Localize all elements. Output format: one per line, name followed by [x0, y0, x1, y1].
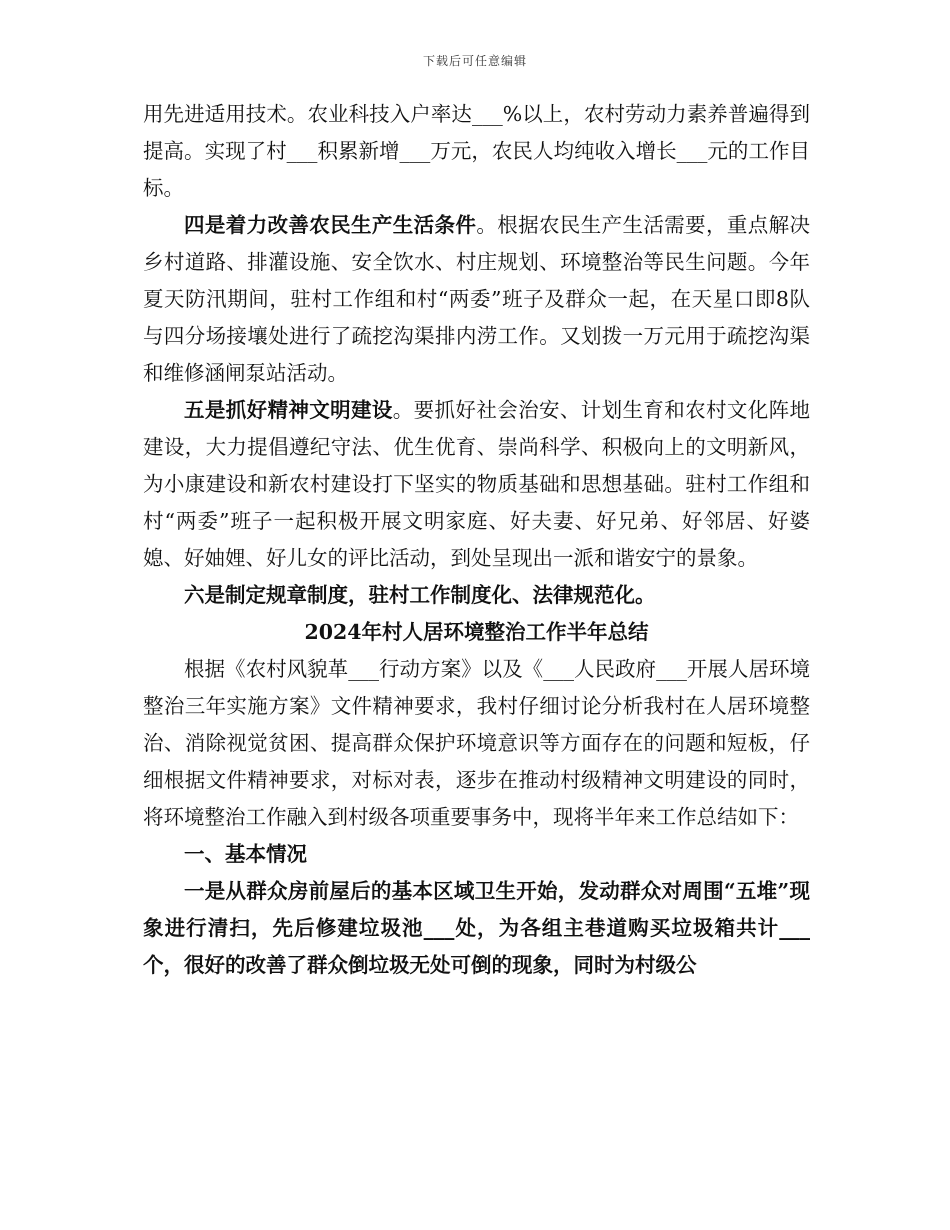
section-title: 2024年村人居环境整治工作半年总结 [304, 620, 649, 644]
page-header: 下载后可任意编辑 [422, 54, 527, 68]
paragraph-5: 根据《农村风貌革___行动方案》以及《___人民政府___开展人居环境整治三年实施方案》文件精神要求，我村仔细讨论分析我村在人居环境整治、消除视觉贫困、提高群众保护环境意识等方面存在的问题和短板，仔细根据文件精神要求，对标对表，逐步在推动村级精神文明建设的同时，将环境整治工作融入到村级各项重要事务中，现将半年来工作总结如下： [143, 657, 810, 829]
section-heading-basic: 一、基本情况 [184, 842, 307, 866]
paragraph-7: 一是从群众房前屋后的基本区域卫生开始，发动群众对周围“五堆”现象进行清扫，先后修建垃圾池___处，为各组主巷道购买垃圾箱共计___个，很好的改善了群众倒垃圾无处可倒的现象，同时为村级公 [143, 879, 810, 977]
paragraph-2 [143, 207, 810, 392]
paragraph-2-text: 。根据农民生产生活需要，重点解决乡村道路、排灌设施、安全饮水、村庄规划、环境整治等民生问题。今年夏天防汛期间，驻村工作组和村“两委”班子及群众一起，在天星口即8队与四分场接壤处进行了疏挖沟渠排内涝工作。又划拨一万元用于疏挖沟渠和维修涵闸泵站活动。 [143, 213, 811, 385]
paragraph-4: 六是制定规章制度，驻村工作制度化、法律规范化。 [184, 583, 656, 607]
paragraph-1: 用先进适用技术。农业科技入户率达___%以上，农村劳动力素养普遍得到提高。实现了村___积累新增___万元，农民人均纯收入增长___元的工作目标。 [143, 102, 810, 200]
paragraph-3 [143, 392, 810, 577]
document-body [143, 96, 810, 984]
paragraph-3-text: 。要抓好社会治安、计划生育和农村文化阵地建设，大力提倡遵纪守法、优生优育、崇尚科学、积极向上的文明新风，为小康建设和新农村建设打下坚实的物质基础和思想基础。驻村工作组和村“两委”班子一起积极开展文明家庭、好夫妻、好兄弟、好邻居、好婆媳、好妯娌、好儿女的评比活动，到处呈现出一派和谐安宁的景象。 [143, 398, 811, 570]
paragraph-2-heading: 四是着力改善农民生产生活条件 [184, 213, 477, 237]
paragraph-3-heading: 五是抓好精神文明建设 [184, 398, 393, 422]
